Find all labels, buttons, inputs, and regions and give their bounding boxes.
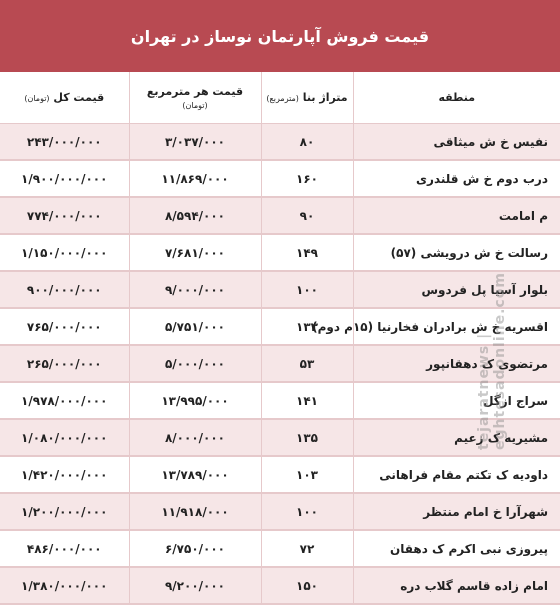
region-cell: درب دوم خ ش قلندری — [353, 160, 560, 197]
price-per-meter-cell: ۹/۰۰۰/۰۰۰ — [129, 271, 261, 308]
total-price-cell: ۲۴۳/۰۰۰/۰۰۰ — [0, 124, 129, 161]
total-price-cell: ۷۷۴/۰۰۰/۰۰۰ — [0, 197, 129, 234]
region-cell: نفیس خ ش میثاقی — [353, 124, 560, 161]
region-cell: امام زاده قاسم گلاب دره — [353, 567, 560, 604]
region-cell: رسالت خ ش درویشی (۵۷) — [353, 234, 560, 271]
total-price-cell: ۹۰۰/۰۰۰/۰۰۰ — [0, 271, 129, 308]
region-cell: پیروزی نبی اکرم ک دهقان — [353, 530, 560, 567]
total-price-header: قیمت کل (تومان) — [0, 72, 129, 124]
area-cell: ۱۵۰ — [261, 567, 353, 604]
price-per-meter-cell: ۵/۰۰۰/۰۰۰ — [129, 345, 261, 382]
area-cell: ۱۳۳ — [261, 308, 353, 345]
area-header: متراژ بنا (مترمربع) — [261, 72, 353, 124]
region-cell: شهرآرا خ امام منتظر — [353, 493, 560, 530]
area-cell: ۱۰۰ — [261, 271, 353, 308]
total-price-cell: ۱/۱۵۰/۰۰۰/۰۰۰ — [0, 234, 129, 271]
price-per-meter-cell: ۶/۷۵۰/۰۰۰ — [129, 530, 261, 567]
region-cell: سراج ازگل — [353, 382, 560, 419]
table-row — [0, 124, 560, 161]
total-price-cell: ۱/۹۷۸/۰۰۰/۰۰۰ — [0, 382, 129, 419]
table-row — [0, 345, 560, 382]
price-per-meter-cell: ۱۱/۹۱۸/۰۰۰ — [129, 493, 261, 530]
area-cell: ۱۰۳ — [261, 456, 353, 493]
region-header: منطقه — [353, 72, 560, 124]
total-price-cell: ۷۶۵/۰۰۰/۰۰۰ — [0, 308, 129, 345]
price-per-meter-cell: ۵/۷۵۱/۰۰۰ — [129, 308, 261, 345]
price-per-meter-cell: ۸/۵۹۴/۰۰۰ — [129, 197, 261, 234]
price-table — [0, 72, 560, 605]
total-price-cell: ۱/۰۸۰/۰۰۰/۰۰۰ — [0, 419, 129, 456]
table-row — [0, 197, 560, 234]
table-row — [0, 160, 560, 197]
region-cell: م امامت — [353, 197, 560, 234]
region-cell: داودیه ک تکتم مقام فراهانی — [353, 456, 560, 493]
ppm-unit: (تومان) — [182, 100, 208, 110]
area-cell: ۷۲ — [261, 530, 353, 567]
total-price-cell: ۱/۴۲۰/۰۰۰/۰۰۰ — [0, 456, 129, 493]
total-unit: (تومان) — [24, 94, 50, 103]
table-row — [0, 530, 560, 567]
area-cell: ۹۰ — [261, 197, 353, 234]
area-cell: ۱۰۰ — [261, 493, 353, 530]
region-cell: بلوار آسیا پل فردوس — [353, 271, 560, 308]
table-row — [0, 419, 560, 456]
total-price-cell: ۱/۹۰۰/۰۰۰/۰۰۰ — [0, 160, 129, 197]
total-price-cell: ۱/۲۰۰/۰۰۰/۰۰۰ — [0, 493, 129, 530]
area-cell: ۱۴۹ — [261, 234, 353, 271]
area-cell: ۱۶۰ — [261, 160, 353, 197]
price-per-meter-cell: ۱۳/۷۸۹/۰۰۰ — [129, 456, 261, 493]
area-unit: (مترمربع) — [266, 94, 299, 103]
watermark: tejaratnews | eghtesadonline.com — [476, 272, 508, 450]
header-row — [0, 72, 560, 124]
region-cell: اقسریه خ ش برادران فخارنیا (۱۵م دوم) — [353, 308, 560, 345]
area-cell: ۱۳۵ — [261, 419, 353, 456]
area-cell: ۱۴۱ — [261, 382, 353, 419]
price-per-meter-cell: ۱۳/۹۹۵/۰۰۰ — [129, 382, 261, 419]
area-cell: ۵۳ — [261, 345, 353, 382]
price-per-meter-cell: ۸/۰۰۰/۰۰۰ — [129, 419, 261, 456]
region-cell: مرتضوی ک دهقانپور — [353, 345, 560, 382]
price-per-meter-header: قیمت هر مترمربع (تومان) — [129, 72, 261, 124]
table-row — [0, 234, 560, 271]
area-cell: ۸۰ — [261, 124, 353, 161]
price-per-meter-cell: ۷/۶۸۱/۰۰۰ — [129, 234, 261, 271]
table-row — [0, 493, 560, 530]
table-title: قیمت فروش آپارتمان نوساز در تهران — [0, 0, 560, 72]
table-row — [0, 308, 560, 345]
price-per-meter-cell: ۹/۲۰۰/۰۰۰ — [129, 567, 261, 604]
table-row — [0, 382, 560, 419]
total-price-cell: ۲۶۵/۰۰۰/۰۰۰ — [0, 345, 129, 382]
total-price-cell: ۱/۳۸۰/۰۰۰/۰۰۰ — [0, 567, 129, 604]
table-row — [0, 567, 560, 604]
region-cell: مشیریه ک زعیم — [353, 419, 560, 456]
table-row — [0, 271, 560, 308]
total-price-cell: ۴۸۶/۰۰۰/۰۰۰ — [0, 530, 129, 567]
price-per-meter-cell: ۳/۰۳۷/۰۰۰ — [129, 124, 261, 161]
price-per-meter-cell: ۱۱/۸۶۹/۰۰۰ — [129, 160, 261, 197]
table-row — [0, 456, 560, 493]
